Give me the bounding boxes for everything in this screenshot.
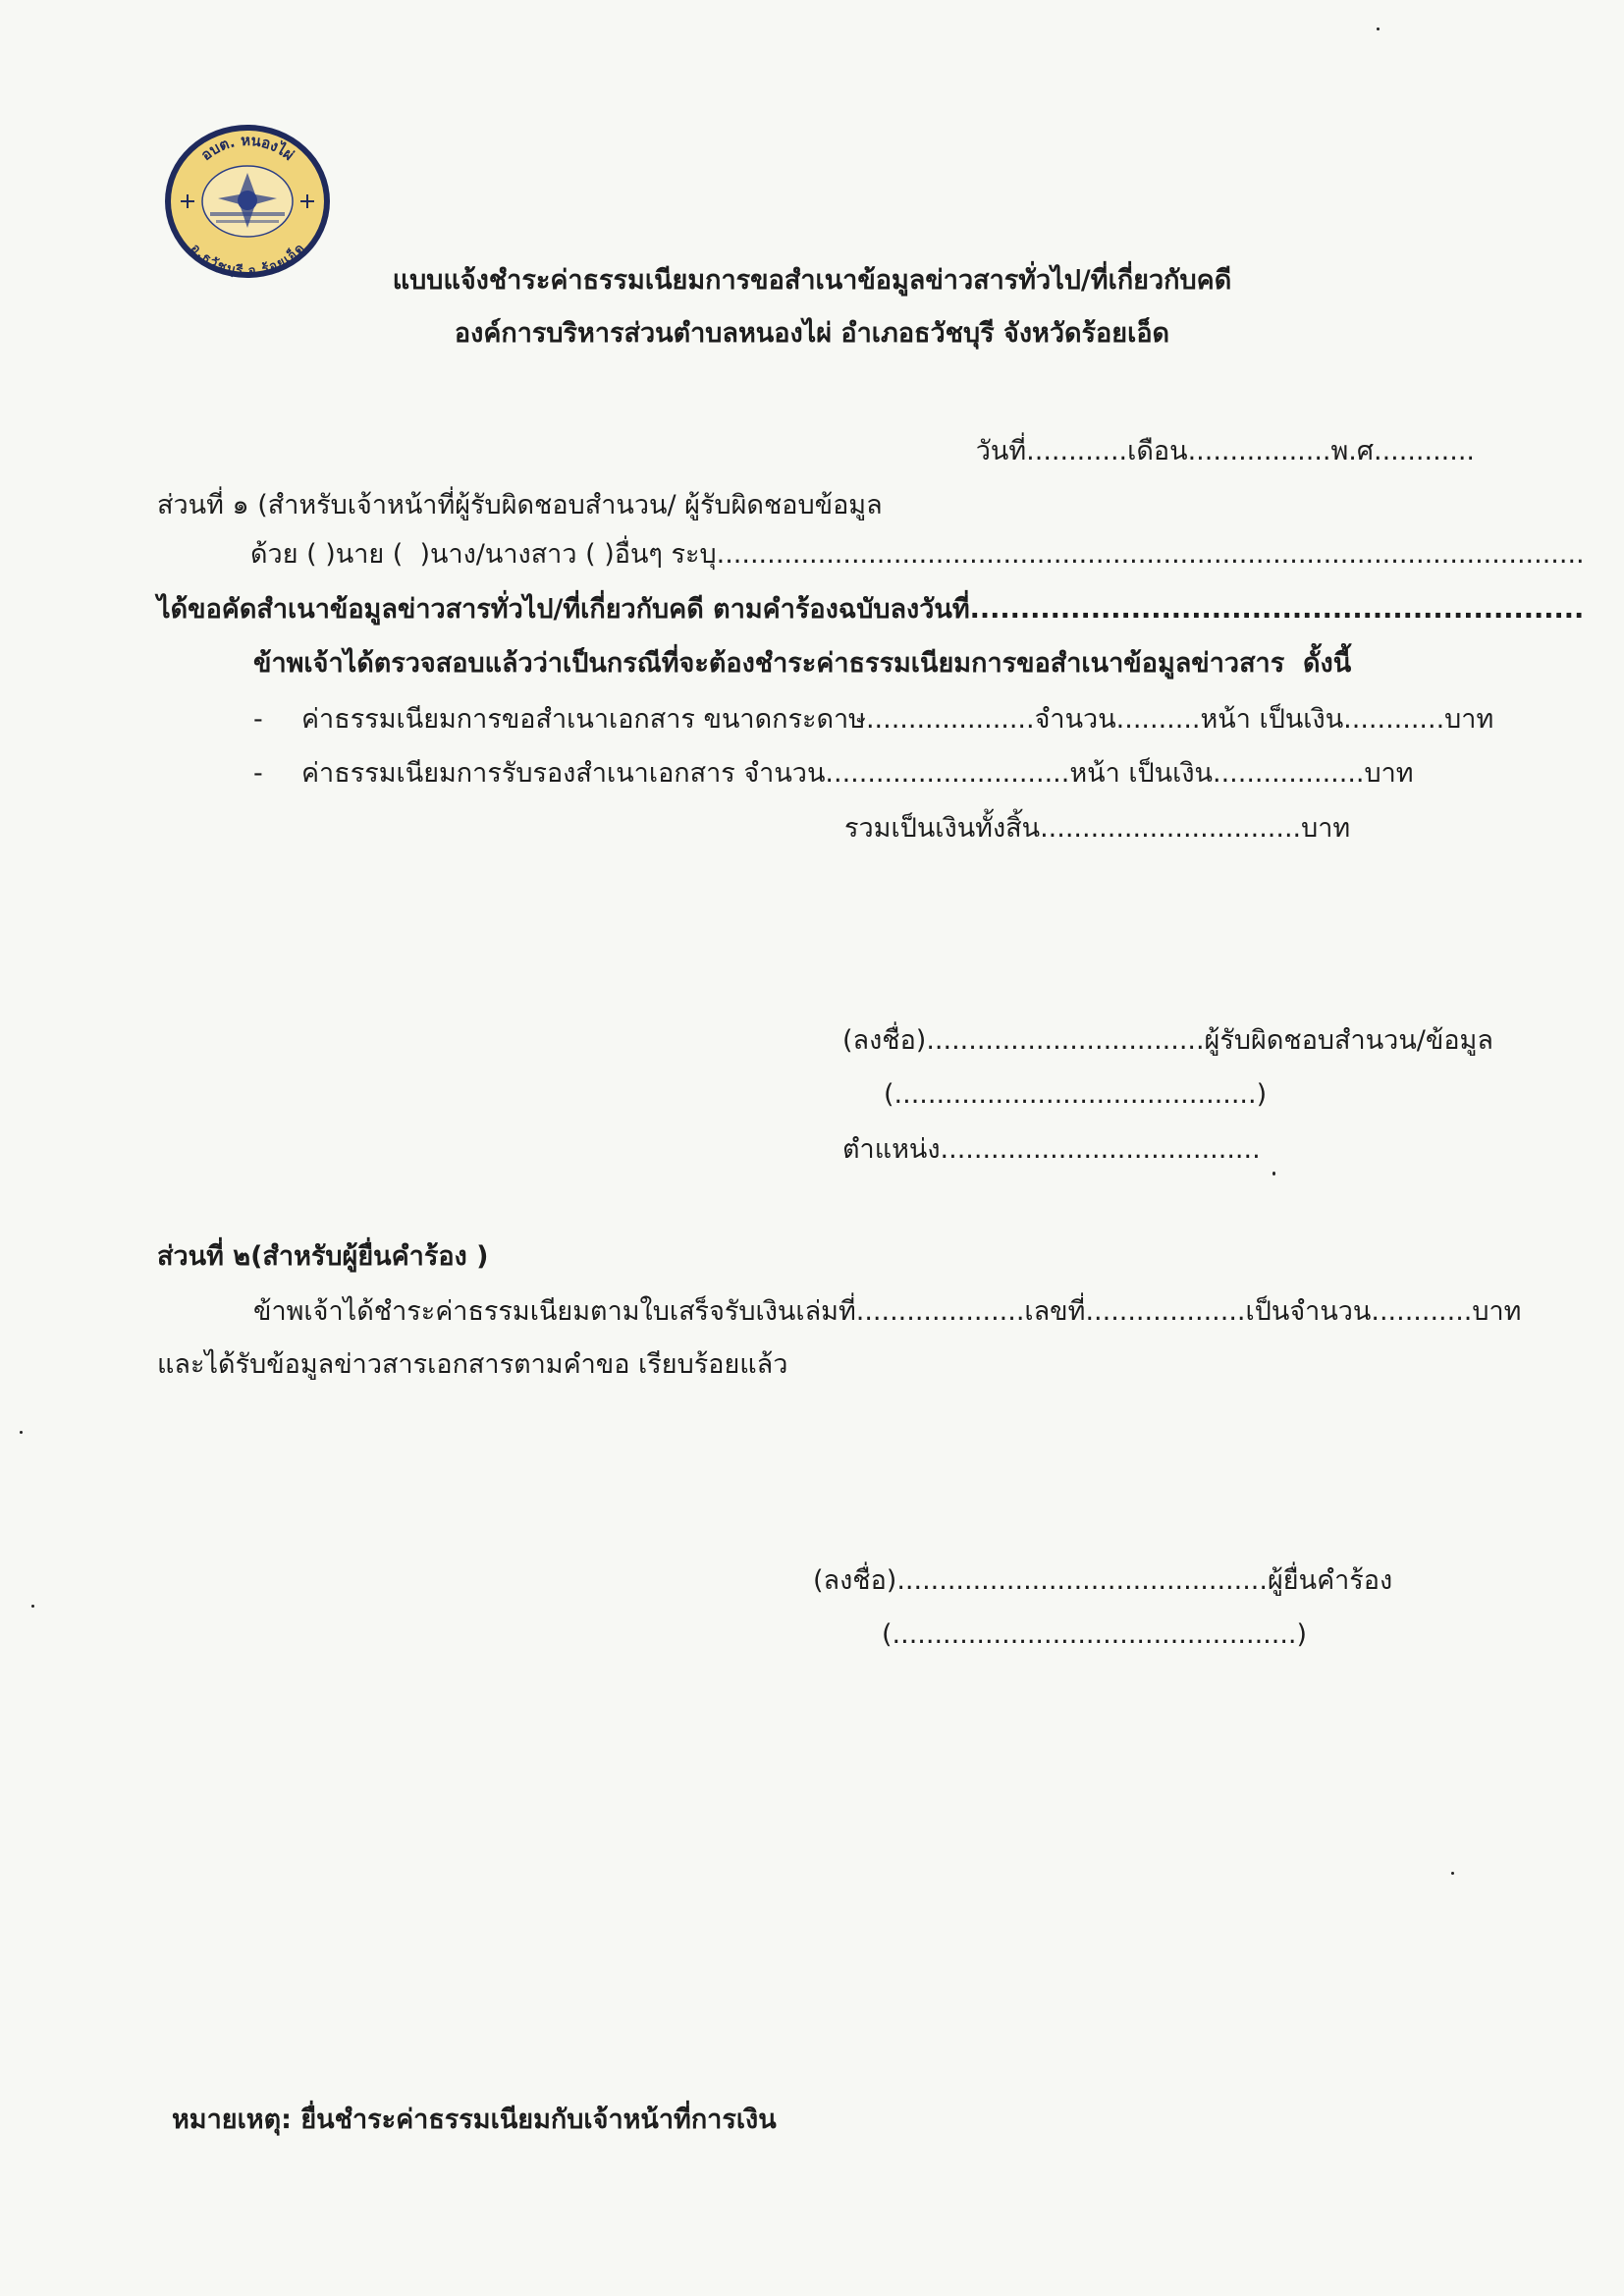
organization-seal (161, 122, 334, 281)
total-line: รวมเป็นเงินทั้งสิ้น...............................บาท (844, 813, 1351, 844)
part2-heading: ส่วนที่ ๒(สำหรับผู้ยื่นคำร้อง ) (157, 1241, 489, 1272)
fee-statement: ข้าพเจ้าได้ตรวจสอบแล้วว่าเป็นกรณีที่จะต้องชำระค่าธรรมเนียมการขอสำเนาข้อมูลข่าวสาร ดั้งนี้ (253, 648, 1352, 679)
footer-note: หมายเหตุ: ยื่นชำระค่าธรรมเนียมกับเจ้าหน้าที่การเงิน (172, 2105, 777, 2135)
fee-item-copy: ค่าธรรมเนียมการขอสำเนาเอกสาร ขนาดกระดาษ....................จำนวน..........หน้า เป็นเงิน............บาท (301, 704, 1494, 735)
request-line: ได้ขอคัดสำเนาข้อมูลข่าวสารทั่วไป/ที่เกี่ยวกับคดี ตามคำร้องฉบับลงวันที่............................................................. (157, 594, 1585, 625)
part2-sign-line: (ลงชื่อ)............................................ผู้ยื่นคำร้อง (813, 1565, 1393, 1596)
date-line: วันที่............เดือน.................พ.ศ............ (975, 436, 1475, 466)
scan-speck (1377, 27, 1380, 30)
part2-name-line: (................................................) (882, 1619, 1308, 1650)
scan-speck (31, 1605, 34, 1608)
fee-item-bullet: - (253, 704, 263, 735)
payment-line: ข้าพเจ้าได้ชำระค่าธรรมเนียมตามใบเสร็จรับเงินเล่มที่....................เลขที่...................เป็นจำนวน............บาท (253, 1296, 1522, 1327)
payment-received-line: และได้รับข้อมูลข่าวสารเอกสารตามคำขอ เรียบร้อยแล้ว (157, 1349, 788, 1380)
scan-speck (1451, 1872, 1454, 1875)
form-title: แบบแจ้งชำระค่าธรรมเนียมการขอสำเนาข้อมูลข่าวสารทั่วไป/ที่เกี่ยวกับคดี (392, 265, 1232, 296)
part1-name-line: (...........................................) (884, 1079, 1268, 1110)
scan-speck (20, 1431, 23, 1434)
scan-speck (1272, 1172, 1275, 1175)
part1-heading: ส่วนที่ ๑ (สำหรับเจ้าหน้าที่ผู้รับผิดชอบสำนวน/ ผู้รับผิดชอบข้อมูล (157, 490, 883, 520)
fee-item-bullet: - (253, 758, 263, 789)
organization-subtitle: องค์การบริหารส่วนตำบลหนองไผ่ อำเภอธวัชบุรี จังหวัดร้อยเอ็ด (454, 318, 1170, 349)
part1-sign-line: (ลงชื่อ).................................ผู้รับผิดชอบสำนวน/ข้อมูล (842, 1025, 1493, 1056)
fee-item-certify: ค่าธรรมเนียมการรับรองสำเนาเอกสาร จำนวน.............................หน้า เป็นเงิน..................บาท (301, 758, 1414, 789)
part1-position-line: ตำแหน่ง...................................... (842, 1134, 1261, 1165)
applicant-line: ด้วย ( )นาย ( )นาง/นางสาว ( )อื่นๆ ระบุ....................................................................................................... (250, 539, 1585, 570)
seal-top-text: อบต. หนองไผ่ (197, 131, 298, 165)
seal-bottom-text: อ.ธวัชบุรี จ.ร้อยเอ็ด (187, 241, 308, 280)
